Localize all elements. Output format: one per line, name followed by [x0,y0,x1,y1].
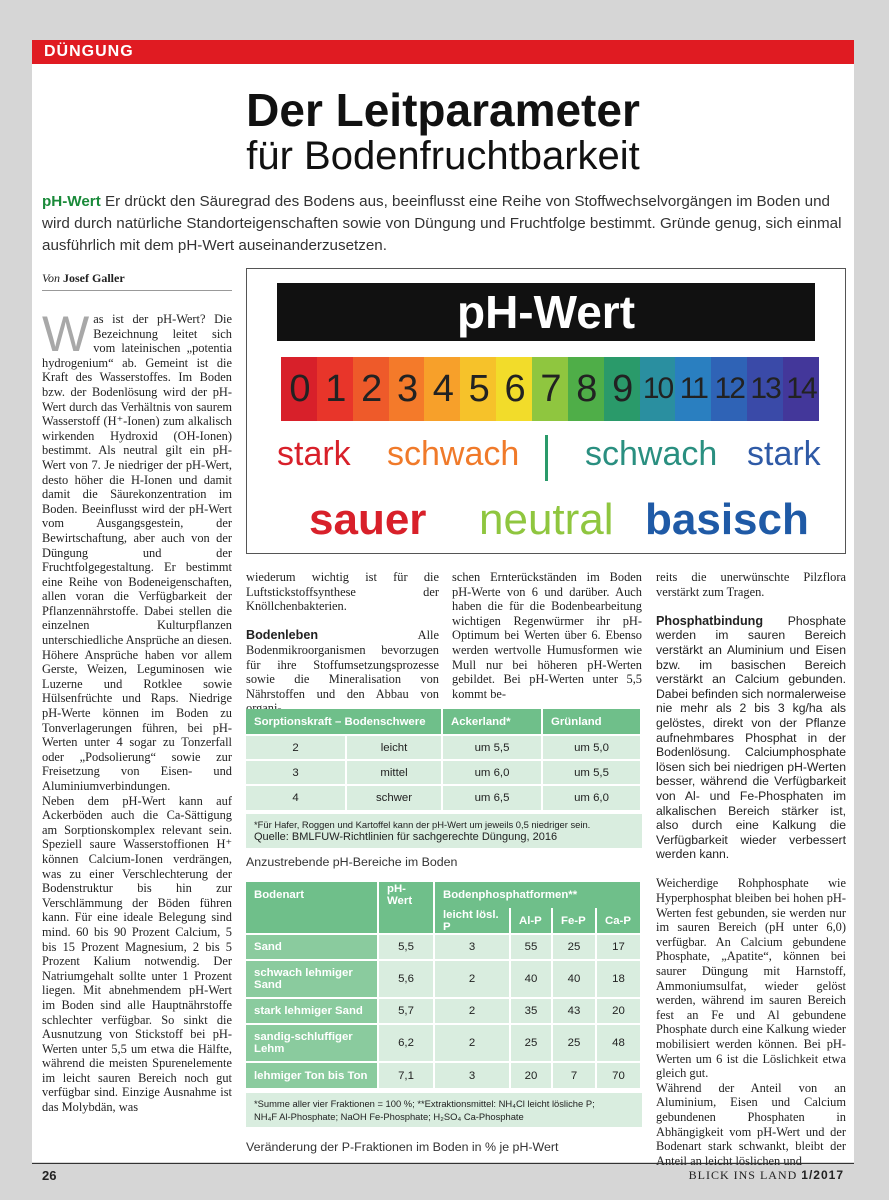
table1-source: Quelle: BMLFUW-Richtlinien für sachgerechte Düngung, 2016 [254,831,558,843]
col2-paragraph-1: wiederum wichtig ist für die Luftstickstoffsynthese der Knöllchenbakterien. [246,570,439,614]
table-cell: um 5,5 [542,760,641,785]
table-cell: 3 [434,934,510,960]
table-cell: 2 [434,1024,510,1062]
table-cell: sandig-schluffiger Lehm [246,1024,378,1062]
table-cell: 20 [596,998,641,1024]
section-label: DÜNGUNG [32,40,854,64]
table-row [246,960,641,998]
lead-keyword: pH-Wert [42,193,101,210]
table-cell: 7 [552,1062,596,1088]
ph-label-sauer: sauer [309,495,427,544]
table-cell: 40 [552,960,596,998]
subheadline: für Bodenfruchtbarkeit [246,134,640,178]
table1-header: Sorptionskraft – Bodenschwere [246,709,442,735]
table-cell: 43 [552,998,596,1024]
table-cell: um 6,0 [442,760,542,785]
col3-paragraph: schen Ernterückständen im Boden pH-Werte von 6 und darüber. Auch haben die für die Bodenbearbeitung wichtigen Regenwürmer ihr pH-Optimum bei Werten über 6. Ebenso werden wertvolle Humusformen wie Mull nur bei höheren pH-Werten gebildet. Bei pH-Werten unter 5,5 kommt be- [452,570,642,701]
table-row [246,998,641,1024]
table2-footnote-1: *Summe aller vier Fraktionen = 100 %; **Extraktionsmittel: NH₄Cl leicht lösliche P; [254,1098,595,1109]
table2-caption: Veränderung der P-Fraktionen im Boden in % je pH-Wert [246,1140,559,1154]
ph-scale-cell: 12 [711,357,747,421]
article-column-1 [42,306,232,1115]
table-cell: 18 [596,960,641,998]
folio-magazine: BLICK INS LAND [688,1168,798,1182]
ph-scale-graphic [246,268,846,554]
table2-subheader-empty [378,908,434,934]
table2-subheader: leicht lösl. P [434,908,510,934]
table2-header: Bodenphosphatformen** [434,882,641,908]
drop-cap: W [42,306,90,362]
table-row [246,785,641,810]
col1-paragraph-1: as ist der pH-Wert? Die Bezeichnung leitet sich vom lateinischen „potentia hydrogenium“ ab. Gemeint ist die Kraft des Wasserstoffes. Im Boden bzw. der Bodenlösung wird der pH-Wert durch das Verhältnis von saurem Wasserstoff (H⁺-Ionen) zum alkalisch wirkenden Hydroxid (OH-Ionen) bestimmt. Als neutral gilt ein pH-Wert von 7. Je niedriger der pH-Wert, desto höher die H-Ionen und damit damit die Säurekonzentration im Boden. Beeinflusst wird der pH-Wert vom Ausgangsgestein, der Bewirtschaftung, aber auch von der Düngung und der Fruchtfolgegestaltung. Er bestimmt eine Reihe von Bodeneigenschaften, allen voran die Verfügbarkeit der Pflanzennährstoffe. Dabei stellen die einzelnen Kulturpflanzen unterschiedliche Ansprüche an diesen. Höhere Ansprüche haben vor allem Gerste, Weizen, Leguminosen wie Luzerne und Rotklee sowie Hülsenfrüchte und Raps. Niedrige pH-Werte können im Boden zu Tonverlagerungen führen, bei pH-Werten unter 4 sogar zu Tonzerfall oder „Podsolierung“ sowie zur Freisetzung von Eisen- und Aluminiumverbindungen. [42,312,232,793]
table-cell: um 5,5 [442,735,542,760]
table2-subheader: Ca-P [596,908,641,934]
table-cell: 2 [246,735,346,760]
ph-scale-cell: 7 [532,357,568,421]
ph-label-stark-right: stark [747,435,821,473]
table-cell: 5,5 [378,934,434,960]
ph-divider-line [545,435,548,481]
byline [42,271,232,291]
table-cell: 2 [434,960,510,998]
headline: Der Leitparameter [246,84,640,136]
table-cell: 5,7 [378,998,434,1024]
table-cell: stark lehmiger Sand [246,998,378,1024]
table2-header: Bodenart [246,882,378,908]
table-cell: 25 [510,1024,552,1062]
table2-subheader-row [246,908,641,934]
table-cell: 17 [596,934,641,960]
table1-caption: Anzustrebende pH-Bereiche im Boden [246,855,458,869]
article-column-2 [246,570,439,716]
footer-rule [32,1163,854,1164]
table-cell: 25 [552,934,596,960]
ph-scale-cell: 13 [747,357,783,421]
table2-footnote-2: NH₄F Al-Phosphate; NaOH Fe-Phosphate; H₂SO₄ Ca-Phosphate [254,1111,524,1122]
ph-scale-cell: 1 [317,357,353,421]
ph-color-scale [281,357,819,421]
table-cell: 6,2 [378,1024,434,1062]
ph-scale-cell: 11 [675,357,711,421]
table2-subheader-empty [246,908,378,934]
table-cell: 5,6 [378,960,434,998]
table-cell: mittel [346,760,442,785]
col4-paragraph-2: Phosphate werden im sauren Bereich verstärkt an Aluminium und Eisen bzw. im basischen Bereich verstärkt an Calcium gebunden. Dabei befinden sich normalerweise nie mehr als 2 bis 3 kg/ha als gelöstes, direkt von der Pflanze aufnehmbares Phosphat in der Bodenlösung. Calciumphosphate lösen sich bei niedrigen pH-Werten besser, während die Verfügbarkeit von Al- und Fe-Phosphaten im alkalischen Bereich stärker ist, also durch eine Kalkung die Verfügbarkeit wieder verbessert werden kann. [656,613,846,862]
ph-label-schwach-right: schwach [585,435,718,473]
table2-subheader: Al-P [510,908,552,934]
ph-scale-cell: 8 [568,357,604,421]
table2-note [246,1093,642,1127]
table-cell: 70 [596,1062,641,1088]
ph-graphic-title: pH-Wert [277,283,815,341]
table-row [246,760,641,785]
table2-header: pH-Wert [378,882,434,908]
ph-scale-cell: 10 [640,357,676,421]
byline-author: Josef Galler [63,271,125,285]
table-ph-ranges [246,709,642,810]
page-number: 26 [42,1168,57,1183]
table-cell: 4 [246,785,346,810]
folio-issue: 1/2017 [801,1168,844,1182]
lead-paragraph [42,191,842,257]
ph-scale-cell: 4 [424,357,460,421]
table-row [246,1024,641,1062]
table-cell: 3 [434,1062,510,1088]
folio [689,1168,844,1183]
col2-subhead: Bodenleben [246,628,319,643]
table-cell: 25 [552,1024,596,1062]
ph-scale-cell: 6 [496,357,532,421]
table-row [246,1062,641,1088]
ph-label-basisch: basisch [645,495,809,544]
table-cell: Sand [246,934,378,960]
col2-paragraph-2: Alle Bodenmikroorganismen bevorzugen für ihre Stoffumsetzungsprozesse sowie die Mineralisation von Nährstoffen und den Abbau von [246,628,439,701]
table2-subheader: Fe-P [552,908,596,934]
table-cell: schwach lehmiger Sand [246,960,378,998]
table-cell: 48 [596,1024,641,1062]
table-p-fractions [246,882,642,1088]
table1-note [246,814,642,848]
ph-label-schwach-left: schwach [387,435,520,473]
col4-paragraph-3: Weicherdige Rohphosphate wie Hyperphosphat bleiben bei hohen pH-Werten fest gebunden, sie werden nur im sauren Bereich (pH unter 6,0) verfügbar. An Calcium gebundene Phosphate, „Apatite“, können bei saurer Düngung mit Harnstoff, Ammoniumsulfat, wieder gelöst werden, während im sauren Bereich fest an Fe und Al gebundene Phosphate durch eine Kalkung wieder mobilisiert werden können. Bei pH-Werten um 6 ist die Löslichkeit etwa gleich gut. [656,876,846,1081]
ph-scale-cell: 2 [353,357,389,421]
table-cell: 35 [510,998,552,1024]
ph-scale-cell: 9 [604,357,640,421]
table-cell: 55 [510,934,552,960]
table2-header-row [246,882,641,908]
table-cell: um 6,5 [442,785,542,810]
table-row [246,735,641,760]
table-cell: um 6,0 [542,785,641,810]
lead-text: Er drückt den Säuregrad des Bodens aus, beeinflusst eine Reihe von Stoffwechselvorgängen im Boden und wird durch natürliche Standorteigenschaften sowie von Düngung und Fruchtfolge bestimmt. Gründe genug, sich einmal ausführlich mit dem pH-Wert auseinanderzusetzen. [42,193,842,254]
table-cell: 40 [510,960,552,998]
table-cell: leicht [346,735,442,760]
ph-label-stark-left: stark [277,435,351,473]
table-cell: 2 [434,998,510,1024]
ph-scale-cell: 5 [460,357,496,421]
table-cell: 3 [246,760,346,785]
table-cell: schwer [346,785,442,810]
ph-label-neutral: neutral [479,495,614,544]
col4-subhead: Phosphatbindung [656,613,764,628]
article-column-4 [656,570,846,1168]
article-column-3 [452,570,642,701]
ph-scale-cell: 0 [281,357,317,421]
table-cell: um 5,0 [542,735,641,760]
ph-scale-cell: 14 [783,357,819,421]
table-cell: 7,1 [378,1062,434,1088]
table1-header: Grünland [542,709,641,735]
ph-scale-cell: 3 [389,357,425,421]
table1-header: Ackerland* [442,709,542,735]
table1-footnote: *Für Hafer, Roggen und Kartoffel kann der pH-Wert um jeweils 0,5 niedriger sein. [254,819,591,830]
col1-paragraph-2: Neben dem pH-Wert kann auf Ackerböden auch die Ca-Sättigung am Sorptionskomplex relevant sein. Speziell saure Wasserstoffionen H⁺ können Calcium-Ionen verdrängen, was zu einer Verschlechterung der Bodenstruktur bis hin zur Verschlämmung der Böden führen kann. Für eine ideale Belegung sind mind. 60 bis 90 Prozent Calcium, 5 bis 15 Prozent Magnesium, 2 bis 5 Prozent Kalium notwendig. Der Natriumgehalt sollte unter 1 Prozent liegen. Mit abnehmendem pH-Wert im Boden sind alle Hauptnährstoffe schlechter verfügbar. So sinkt die Ausnutzung von Stickstoff bei pH-Werten unter 5,5 um etwa die Hälfte, während die meisten Spurenelemente im leicht sauren Bereich noch gut verfügbar sind. Einzige Ausnahme ist das Molybdän, was [42,793,232,1115]
table-cell: lehmiger Ton bis Ton [246,1062,378,1088]
table-cell: 20 [510,1062,552,1088]
col4-paragraph-1: reits die unerwünschte Pilzflora verstärkt zum Tragen. [656,570,846,599]
table-row [246,934,641,960]
byline-von: Von [42,271,60,285]
table1-header-row [246,709,641,735]
col4-paragraph-4: Während der Anteil von an Aluminium, Eisen und Calcium gebundenen Phosphaten in Abhängigkeit vom pH-Wert und der Bodenart stark schwankt, bleibt der Anteil an leicht löslichen und [656,1080,846,1168]
